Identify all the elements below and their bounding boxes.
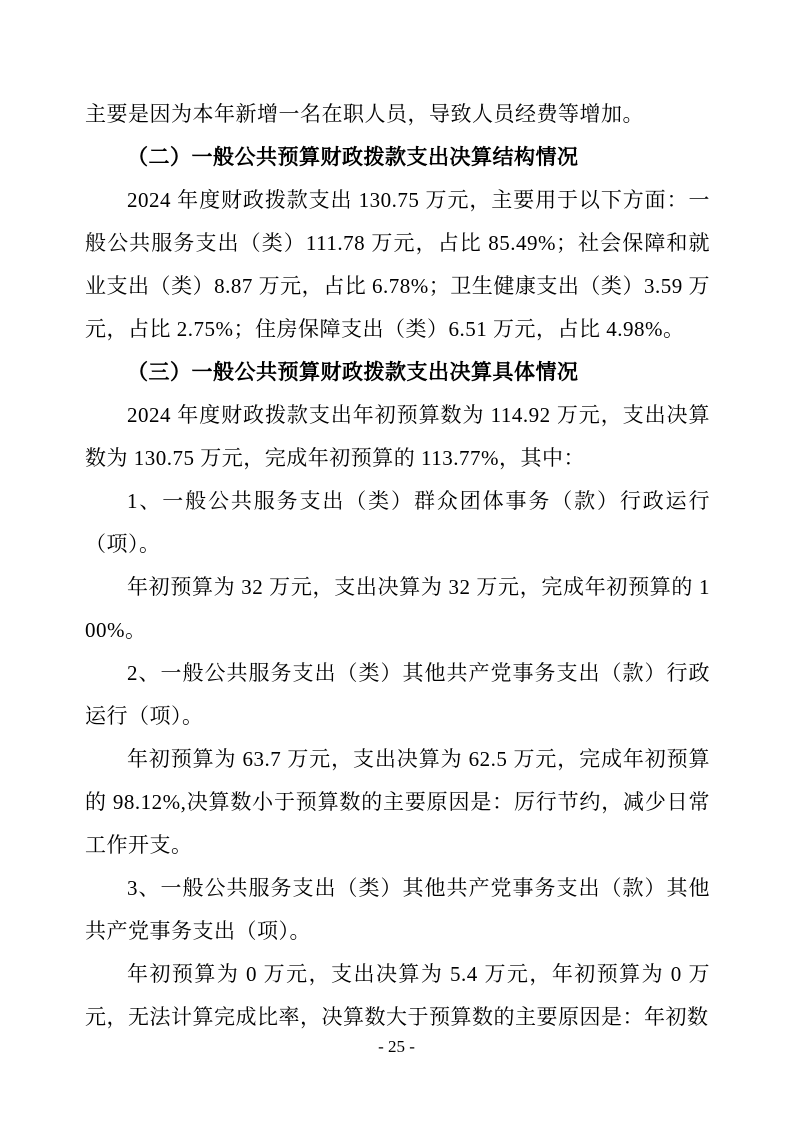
paragraph-continuation: 主要是因为本年新增一名在职人员，导致人员经费等增加。 xyxy=(85,102,644,126)
page-number: - 25 - xyxy=(378,1037,415,1056)
section-heading-3: （三）一般公共预算财政拨款支出决算具体情况 xyxy=(127,360,579,384)
paragraph-expenditure-structure: 2024 年度财政拨款支出 130.75 万元，主要用于以下方面：一般公共服务支出（类）111.78 万元，占比 85.49%；社会保障和就业支出（类）8.87 万元，占比 6.78%；卫生健康支出（类）3.59 万元，占比 2.75%；住房保障支出（类）6.51 万元，占比 4.98%。 xyxy=(85,188,710,341)
paragraph-item-2-title: 2、一般公共服务支出（类）其他共产党事务支出（款）行政运行（项）。 xyxy=(85,661,710,728)
document-body xyxy=(85,93,710,1039)
paragraph-item-3-detail: 年初预算为 0 万元，支出决算为 5.4 万元，年初预算为 0 万元，无法计算完成比率，决算数大于预算数的主要原因是：年初数 xyxy=(85,962,710,1029)
paragraph-item-3-title: 3、一般公共服务支出（类）其他共产党事务支出（款）其他共产党事务支出（项）。 xyxy=(85,876,710,943)
paragraph-item-2-detail: 年初预算为 63.7 万元，支出决算为 62.5 万元，完成年初预算的 98.12%,决算数小于预算数的主要原因是：厉行节约，减少日常工作开支。 xyxy=(85,747,710,857)
paragraph-item-1-detail: 年初预算为 32 万元，支出决算为 32 万元，完成年初预算的 100%。 xyxy=(85,575,710,642)
paragraph-budget-summary: 2024 年度财政拨款支出年初预算数为 114.92 万元，支出决算数为 130.75 万元，完成年初预算的 113.77%，其中： xyxy=(85,403,710,470)
paragraph-item-1-title: 1、一般公共服务支出（类）群众团体事务（款）行政运行（项）。 xyxy=(85,489,710,556)
section-heading-2: （二）一般公共预算财政拨款支出决算结构情况 xyxy=(127,145,579,169)
